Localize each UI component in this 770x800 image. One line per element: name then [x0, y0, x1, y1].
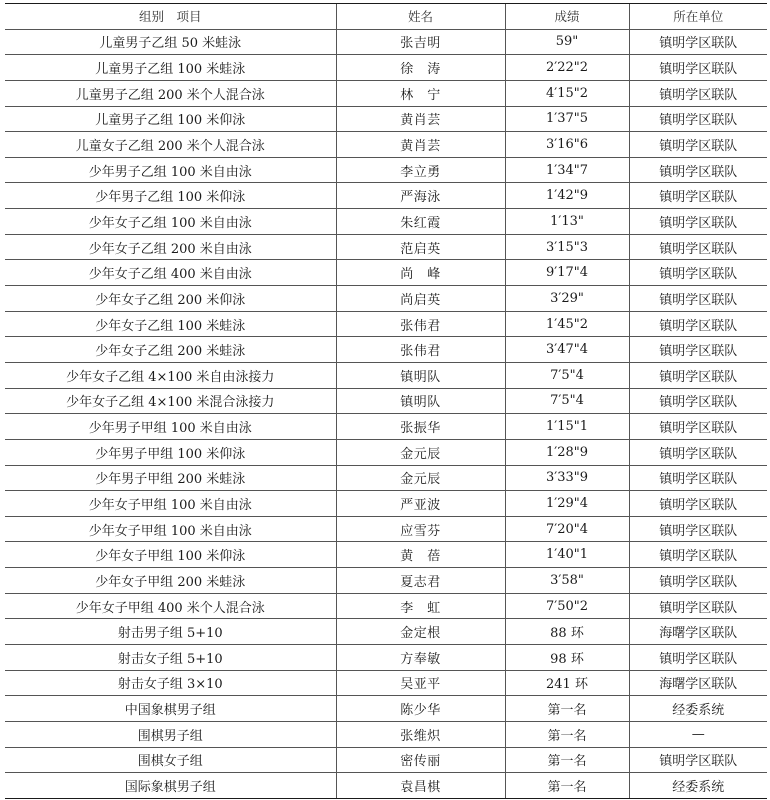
cell-name: 严亚波 [336, 491, 505, 517]
cell-score: 1′13" [505, 209, 629, 235]
table-row [5, 337, 767, 363]
table-row [5, 414, 767, 440]
cell-group: 围棋女子组 [5, 747, 336, 773]
cell-score: 第一名 [505, 773, 629, 799]
cell-score: 1′45"2 [505, 311, 629, 337]
cell-unit: 镇明学区联队 [629, 362, 767, 388]
cell-group: 少年男子乙组 100 米自由泳 [5, 157, 336, 183]
cell-group: 少年男子乙组 100 米仰泳 [5, 183, 336, 209]
cell-score: 3′58" [505, 568, 629, 594]
cell-group: 少年女子甲组 100 米自由泳 [5, 491, 336, 517]
cell-score: 3′15"3 [505, 234, 629, 260]
cell-unit: 镇明学区联队 [629, 388, 767, 414]
header-row [5, 4, 767, 30]
cell-score: 7′20"4 [505, 516, 629, 542]
cell-unit: 镇明学区联队 [629, 157, 767, 183]
cell-name: 夏志君 [336, 568, 505, 594]
cell-unit: 镇明学区联队 [629, 234, 767, 260]
cell-name: 黄肖芸 [336, 132, 505, 158]
cell-unit: 镇明学区联队 [629, 106, 767, 132]
table-row [5, 55, 767, 81]
cell-score: 4′15"2 [505, 80, 629, 106]
cell-score: 第一名 [505, 721, 629, 747]
cell-group: 少年男子甲组 100 米仰泳 [5, 439, 336, 465]
table-row [5, 670, 767, 696]
cell-score: 1′15"1 [505, 414, 629, 440]
table-row [5, 465, 767, 491]
cell-unit: 镇明学区联队 [629, 183, 767, 209]
table-row [5, 362, 767, 388]
cell-unit: 镇明学区联队 [629, 286, 767, 312]
cell-score: 1′29"4 [505, 491, 629, 517]
cell-name: 严海泳 [336, 183, 505, 209]
cell-unit: 镇明学区联队 [629, 29, 767, 55]
cell-score: 3′47"4 [505, 337, 629, 363]
cell-unit: 镇明学区联队 [629, 80, 767, 106]
cell-score: 3′16"6 [505, 132, 629, 158]
cell-unit: 经委系统 [629, 773, 767, 799]
results-table-container [5, 3, 767, 799]
cell-name: 袁昌棋 [336, 773, 505, 799]
cell-group: 少年女子乙组 400 米自由泳 [5, 260, 336, 286]
cell-name: 吴亚平 [336, 670, 505, 696]
cell-unit: 镇明学区联队 [629, 516, 767, 542]
cell-name: 金元辰 [336, 465, 505, 491]
cell-unit: 镇明学区联队 [629, 260, 767, 286]
cell-name: 张维炽 [336, 721, 505, 747]
cell-score: 9′17"4 [505, 260, 629, 286]
cell-group: 少年男子甲组 100 米自由泳 [5, 414, 336, 440]
table-row [5, 439, 767, 465]
cell-score: 1′42"9 [505, 183, 629, 209]
header-group: 组别 项目 [5, 4, 336, 30]
cell-score: 1′34"7 [505, 157, 629, 183]
cell-score: 1′37"5 [505, 106, 629, 132]
table-row [5, 773, 767, 799]
cell-group: 射击女子组 3×10 [5, 670, 336, 696]
cell-unit: 镇明学区联队 [629, 132, 767, 158]
table-row [5, 234, 767, 260]
cell-name: 镇明队 [336, 362, 505, 388]
results-table [5, 3, 767, 799]
table-row [5, 157, 767, 183]
cell-name: 密传丽 [336, 747, 505, 773]
cell-unit: 镇明学区联队 [629, 414, 767, 440]
cell-name: 徐 涛 [336, 55, 505, 81]
cell-group: 儿童男子乙组 100 米蛙泳 [5, 55, 336, 81]
cell-score: 3′29" [505, 286, 629, 312]
cell-score: 2′22"2 [505, 55, 629, 81]
cell-name: 李 虹 [336, 593, 505, 619]
table-row [5, 183, 767, 209]
cell-group: 少年女子乙组 200 米仰泳 [5, 286, 336, 312]
cell-unit: 海曙学区联队 [629, 670, 767, 696]
table-row [5, 29, 767, 55]
cell-score: 88 环 [505, 619, 629, 645]
cell-name: 方奉敏 [336, 645, 505, 671]
cell-group: 少年女子甲组 200 米蛙泳 [5, 568, 336, 594]
cell-group: 儿童男子乙组 50 米蛙泳 [5, 29, 336, 55]
cell-name: 金定根 [336, 619, 505, 645]
cell-score: 第一名 [505, 747, 629, 773]
cell-group: 国际象棋男子组 [5, 773, 336, 799]
cell-name: 黄肖芸 [336, 106, 505, 132]
table-row [5, 542, 767, 568]
cell-name: 张振华 [336, 414, 505, 440]
cell-group: 射击女子组 5+10 [5, 645, 336, 671]
cell-unit: 经委系统 [629, 696, 767, 722]
table-row [5, 696, 767, 722]
table-row [5, 491, 767, 517]
table-row [5, 645, 767, 671]
cell-group: 少年女子甲组 100 米仰泳 [5, 542, 336, 568]
cell-score: 第一名 [505, 696, 629, 722]
cell-name: 张伟君 [336, 311, 505, 337]
cell-unit: 镇明学区联队 [629, 55, 767, 81]
cell-score: 7′5"4 [505, 388, 629, 414]
cell-group: 少年男子甲组 200 米蛙泳 [5, 465, 336, 491]
cell-group: 儿童女子乙组 200 米个人混合泳 [5, 132, 336, 158]
table-row [5, 568, 767, 594]
table-row [5, 209, 767, 235]
cell-name: 张伟君 [336, 337, 505, 363]
cell-name: 朱红霞 [336, 209, 505, 235]
cell-name: 黄 蓓 [336, 542, 505, 568]
cell-name: 范启英 [336, 234, 505, 260]
cell-score: 7′5"4 [505, 362, 629, 388]
table-row [5, 80, 767, 106]
cell-score: 98 环 [505, 645, 629, 671]
table-body [5, 29, 767, 798]
cell-score: 59" [505, 29, 629, 55]
cell-group: 少年女子乙组 100 米自由泳 [5, 209, 336, 235]
cell-unit: 镇明学区联队 [629, 747, 767, 773]
cell-unit: 镇明学区联队 [629, 491, 767, 517]
cell-unit: 镇明学区联队 [629, 337, 767, 363]
cell-group: 少年女子甲组 100 米自由泳 [5, 516, 336, 542]
cell-group: 儿童男子乙组 100 米仰泳 [5, 106, 336, 132]
table-row [5, 619, 767, 645]
cell-group: 少年女子乙组 4×100 米混合泳接力 [5, 388, 336, 414]
cell-name: 陈少华 [336, 696, 505, 722]
cell-group: 少年女子乙组 200 米蛙泳 [5, 337, 336, 363]
cell-name: 金元辰 [336, 439, 505, 465]
table-row [5, 747, 767, 773]
cell-unit: 镇明学区联队 [629, 593, 767, 619]
table-row [5, 388, 767, 414]
table-row [5, 311, 767, 337]
cell-group: 少年女子甲组 400 米个人混合泳 [5, 593, 336, 619]
table-row [5, 286, 767, 312]
cell-score: 1′40"1 [505, 542, 629, 568]
cell-name: 林 宁 [336, 80, 505, 106]
table-row [5, 132, 767, 158]
cell-score: 3′33"9 [505, 465, 629, 491]
cell-unit: 镇明学区联队 [629, 209, 767, 235]
cell-name: 尚 峰 [336, 260, 505, 286]
cell-group: 少年女子乙组 100 米蛙泳 [5, 311, 336, 337]
cell-group: 少年女子乙组 200 米自由泳 [5, 234, 336, 260]
cell-name: 张吉明 [336, 29, 505, 55]
cell-score: 1′28"9 [505, 439, 629, 465]
table-row [5, 516, 767, 542]
cell-score: 241 环 [505, 670, 629, 696]
cell-group: 儿童男子乙组 200 米个人混合泳 [5, 80, 336, 106]
cell-name: 镇明队 [336, 388, 505, 414]
cell-name: 应雪芬 [336, 516, 505, 542]
cell-unit: 镇明学区联队 [629, 465, 767, 491]
header-name: 姓名 [336, 4, 505, 30]
cell-unit: 镇明学区联队 [629, 568, 767, 594]
cell-unit: 镇明学区联队 [629, 542, 767, 568]
cell-unit: 海曙学区联队 [629, 619, 767, 645]
cell-group: 围棋男子组 [5, 721, 336, 747]
table-row [5, 721, 767, 747]
cell-name: 李立勇 [336, 157, 505, 183]
cell-group: 少年女子乙组 4×100 米自由泳接力 [5, 362, 336, 388]
cell-unit: — [629, 721, 767, 747]
table-row [5, 106, 767, 132]
cell-unit: 镇明学区联队 [629, 311, 767, 337]
cell-group: 中国象棋男子组 [5, 696, 336, 722]
cell-score: 7′50"2 [505, 593, 629, 619]
cell-name: 尚启英 [336, 286, 505, 312]
cell-group: 射击男子组 5+10 [5, 619, 336, 645]
table-row [5, 593, 767, 619]
cell-unit: 镇明学区联队 [629, 439, 767, 465]
cell-unit: 镇明学区联队 [629, 645, 767, 671]
table-row [5, 260, 767, 286]
header-unit: 所在单位 [629, 4, 767, 30]
header-score: 成绩 [505, 4, 629, 30]
